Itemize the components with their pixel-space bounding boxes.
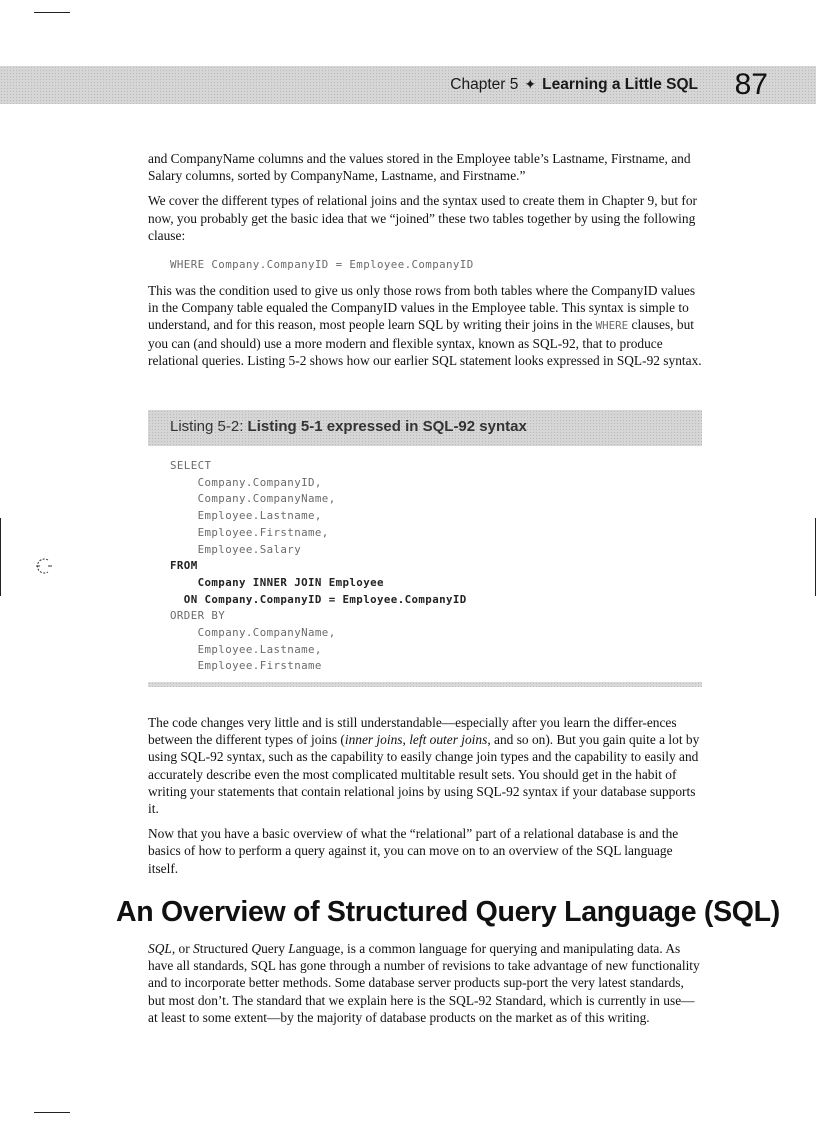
code-line: Company.CompanyID, <box>170 475 322 489</box>
page-number: 87 <box>734 68 768 101</box>
inline-code-where: WHERE <box>595 319 629 333</box>
code-line: Employee.Lastname, <box>170 509 322 523</box>
code-line: Company INNER JOIN Employee <box>170 575 384 589</box>
listing-bottom-rule <box>148 682 702 687</box>
listing-title: Listing 5-1 expressed in SQL-92 syntax <box>247 418 527 435</box>
code-line: ORDER BY <box>170 609 226 623</box>
crop-mark-bottom-left <box>34 1112 70 1113</box>
section-heading: An Overview of Structured Query Language (SQL) <box>116 896 780 928</box>
running-header <box>450 76 698 94</box>
paragraph-2: We cover the different types of relational joins and the syntax used to create them in Chapter 9, but for now, you probably get the basic idea that we “joined” these two tables together by using the following clause: <box>148 193 698 243</box>
paragraph-4: The code changes very little and is still understandable—especially after you learn the differ-ences between the different types of joins (inner joins, left outer joins, and so on). But you gain quite a lot by using SQL-92 syntax, such as the capability to easily change join types and the capability to easily and accurately describe even the most complicated multitable result sets. You should get in the habit of writing your statements that contain relational joins by using SQL-92 syntax if your database supports it. <box>148 715 700 817</box>
paragraph-3-part1: This was the condition used to give us only those rows from both tables where the CompanyID values in the Company table equaled the CompanyID values in the Employee table. This syntax is simple to understand, and for this reason, most people learn SQL by writing their joins in the <box>148 283 696 333</box>
code-line: FROM <box>170 559 198 573</box>
code-line: Employee.Firstname, <box>170 525 329 539</box>
paragraph-3 <box>148 282 703 377</box>
listing-code-block <box>170 458 467 675</box>
code-line: Employee.Salary <box>170 542 302 556</box>
code-line: SELECT <box>170 459 212 472</box>
code-line: Company.CompanyName, <box>170 626 336 640</box>
paragraph-6: SQL, or Structured Query Language, is a common language for querying and manipulating data. As have all standards, SQL has gone through a number of revisions to take advantage of new functionality and to incorporate better methods. Some database server products sup-port the very latest standards, but most don’t. The standard that we explain here is the SQL-92 Standard, which is currently in use—at least to some extent—by the majority of database products on the market as of this writing. <box>148 941 700 1025</box>
chapter-title: Learning a Little SQL <box>542 76 698 93</box>
code-line: Company.CompanyName, <box>170 492 336 506</box>
listing-label: Listing 5-2: <box>170 418 244 435</box>
code-line: Employee.Firstname <box>170 659 322 673</box>
crop-mark-top-left <box>34 12 70 13</box>
diamond-separator-icon: ✦ <box>524 76 537 92</box>
listing-caption <box>170 418 527 435</box>
paragraph-3-part2: clauses, but you can (and should) use a more modern and flexible syntax, known as SQL-92, that to produce relational queries. Listing 5-2 shows how our earlier SQL statement looks expressed in SQL-92 syntax. <box>148 317 702 368</box>
chapter-label: Chapter 5 <box>450 76 519 93</box>
paragraph-1: and CompanyName columns and the values stored in the Employee table’s Lastname, Firstname, and Salary columns, sorted by CompanyName, Lastname, and Firstname.” <box>148 151 691 184</box>
top-text-block <box>148 150 703 252</box>
where-clause-code: WHERE Company.CompanyID = Employee.CompanyID <box>170 258 474 271</box>
code-line: ON Company.CompanyID = Employee.CompanyID <box>170 592 467 606</box>
crop-mark-left <box>0 518 1 596</box>
lower-text-block <box>148 714 703 885</box>
paragraph-5: Now that you have a basic overview of what the “relational” part of a relational database is and the basics of how to perform a query against it, you can move on to an overview of the SQL language itself. <box>148 826 679 876</box>
code-line: Employee.Lastname, <box>170 642 322 656</box>
registration-mark-icon <box>30 552 58 580</box>
